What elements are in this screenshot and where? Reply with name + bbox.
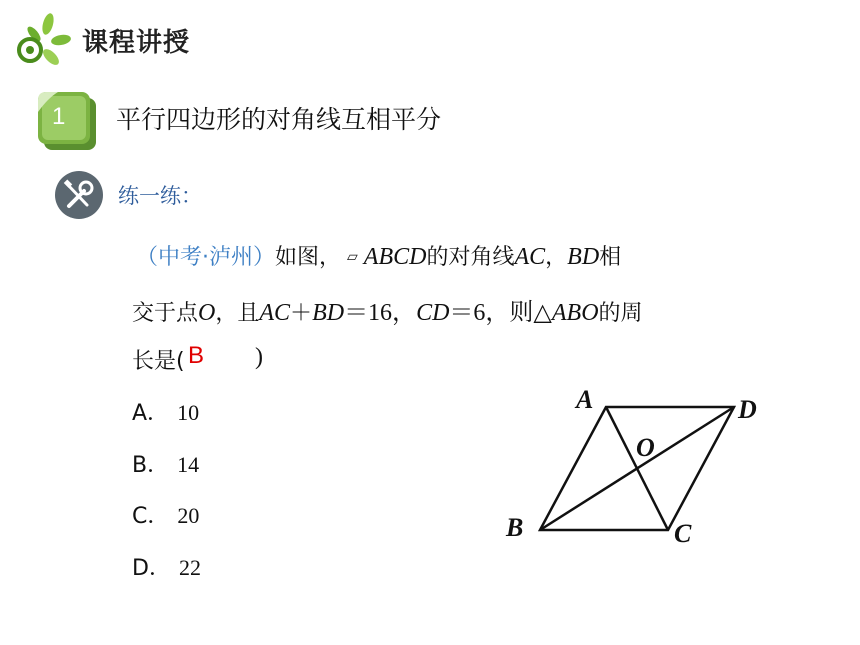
option-value: 14 <box>177 452 200 477</box>
question-line-1 <box>136 240 621 271</box>
question-text: 的对角线 <box>426 245 515 270</box>
question-text: ＝16， <box>344 300 417 326</box>
math-ac: AC <box>514 244 546 270</box>
math-bd: BD <box>312 300 345 326</box>
math-bd: BD <box>567 244 600 270</box>
math-cd: CD <box>416 300 450 326</box>
option-d[interactable] <box>132 551 201 582</box>
point-label-b: B <box>506 513 524 542</box>
option-c[interactable] <box>132 499 199 530</box>
point-label-d: D <box>738 395 757 424</box>
parallelogram-figure <box>500 380 780 550</box>
question-text: ＝6，则△ <box>449 300 552 326</box>
question-text: ， <box>545 245 568 270</box>
answer-mark: B <box>188 342 205 369</box>
option-b[interactable] <box>132 448 199 479</box>
diagonal-bd <box>540 407 734 530</box>
leaf-swirl-icon <box>8 10 72 70</box>
tools-icon <box>54 170 104 220</box>
option-value: 10 <box>177 400 200 425</box>
math-ac: AC <box>259 300 291 326</box>
answer-paren-close: ) <box>255 344 263 370</box>
math-abo: ABO <box>551 300 599 326</box>
option-letter: B． <box>132 453 170 478</box>
option-a[interactable] <box>132 396 199 427</box>
option-letter: C． <box>132 504 170 529</box>
question-text: 长是( <box>132 349 185 374</box>
option-value: 22 <box>178 555 201 580</box>
question-text: ，且 <box>215 301 260 326</box>
option-letter: D． <box>132 556 171 581</box>
math-o: O <box>198 300 216 326</box>
parallelogram-symbol: ▱ <box>347 249 358 265</box>
section-title: 平行四边形的对角线互相平分 <box>116 105 442 134</box>
question-text: 相 <box>599 245 622 270</box>
point-label-a: A <box>576 385 594 414</box>
question-line-2 <box>132 292 643 327</box>
option-letter: A． <box>132 401 170 426</box>
question-line-3 <box>132 344 185 375</box>
question-text: 的周 <box>598 301 643 326</box>
header-title: 课程讲授 <box>82 28 191 58</box>
section-number-badge <box>30 84 102 154</box>
question-source: （中考·泸州） <box>136 245 275 270</box>
point-label-c: C <box>674 519 692 548</box>
question-text: 如图， <box>275 245 342 270</box>
question-text: ＋ <box>290 301 313 326</box>
point-label-o: O <box>636 433 655 462</box>
practice-label: 练一练： <box>118 184 202 208</box>
math-abcd: ABCD <box>363 244 427 270</box>
option-value: 20 <box>177 503 200 528</box>
question-text: 交于点 <box>132 301 199 326</box>
section-number: 1 <box>52 103 66 130</box>
